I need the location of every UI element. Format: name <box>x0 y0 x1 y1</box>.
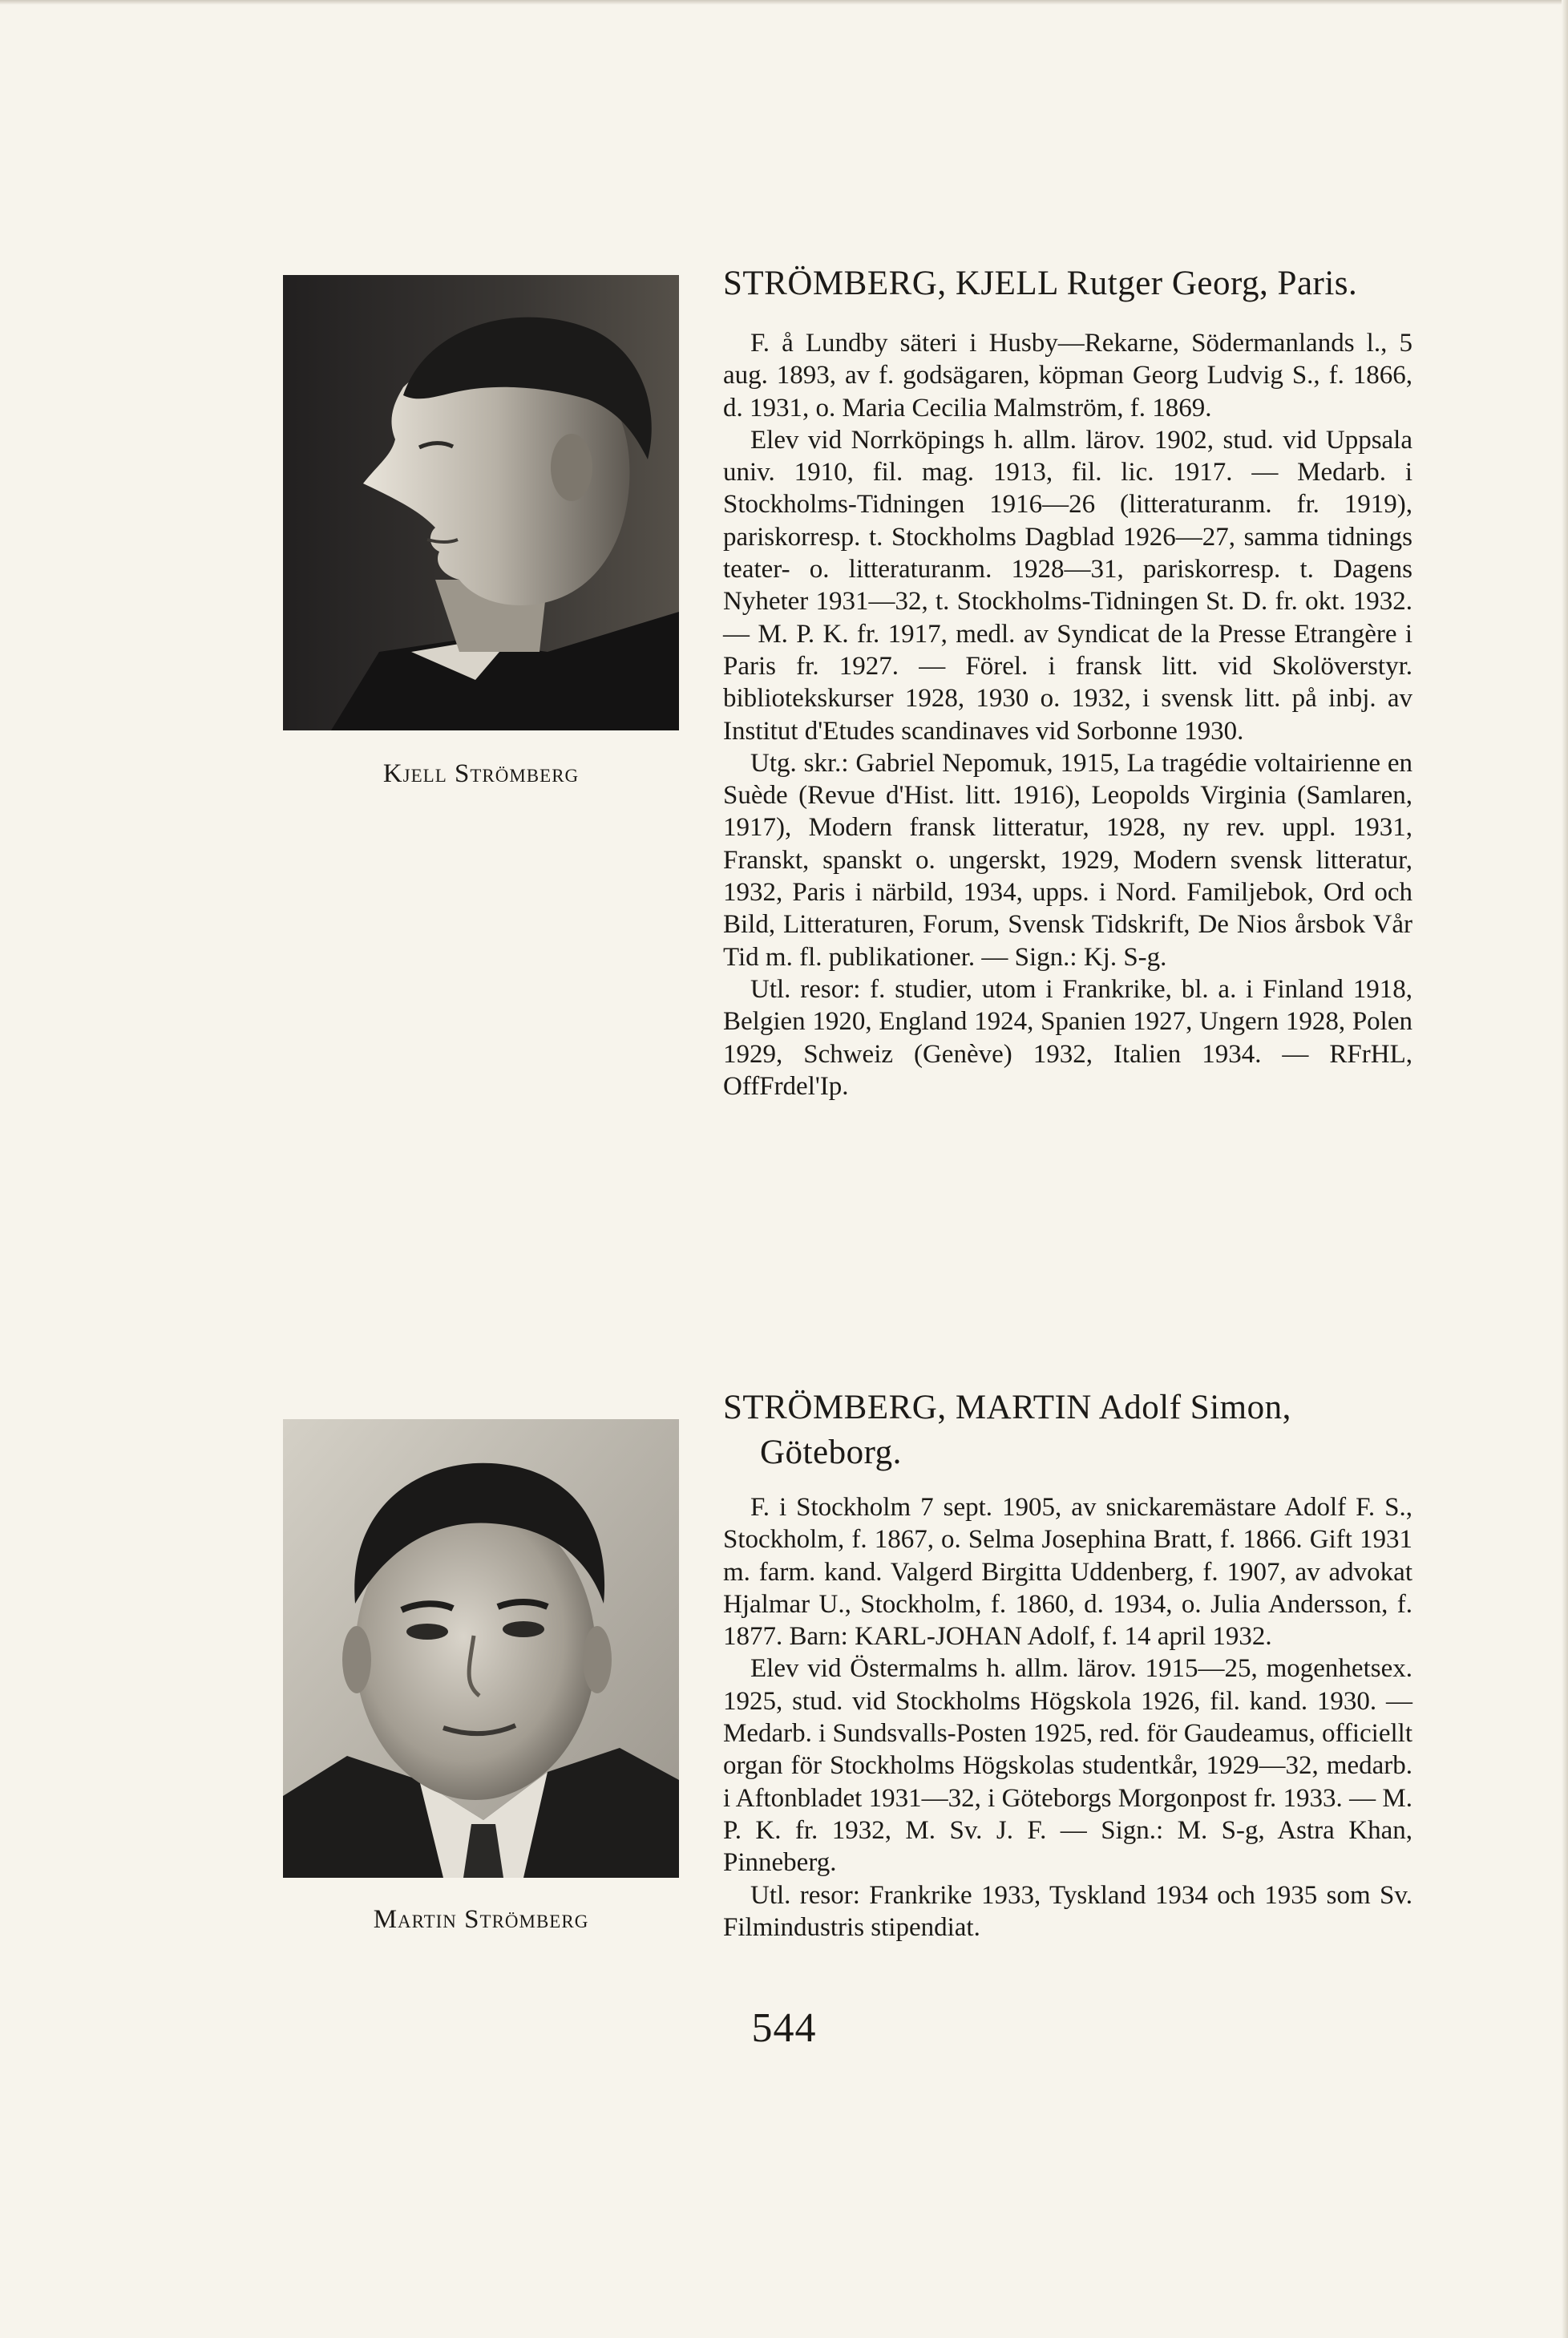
portrait-caption: Martin Strömberg <box>373 1905 589 1934</box>
entry-heading <box>723 261 1412 306</box>
entry-paragraph: F. å Lundby säteri i Husby—Rekarne, Södermanlands l., 5 aug. 1893, av f. godsägaren, köpman Georg Ludvig S., f. 1866, d. 1931, o. Maria Cecilia Malmström, f. 1869. <box>723 329 1412 423</box>
entry-name: STRÖMBERG, KJELL Rutger Georg, Paris. <box>723 265 1358 302</box>
portrait-photo-kjell <box>283 275 679 730</box>
page-edge <box>0 0 1568 5</box>
biography-entry <box>723 261 1412 1102</box>
portrait-illustration <box>283 1419 679 1878</box>
entry-name: STRÖMBERG, MARTIN Adolf Simon, <box>723 1389 1291 1426</box>
entry-paragraph: Elev vid Norrköpings h. allm. lärov. 1902, stud. vid Uppsala univ. 1910, fil. mag. 1913, fil. lic. 1917. — Medarb. i Stockholms-Tidningen 1916—26 (litteraturanm. fr. 1919), pariskorresp. t. Stockholms Dagblad 1926—27, samma tidnings teater- o. litteraturanm. 1928—31, pariskorresp. t. Dagens Nyheter 1931—32, t. Stockholms-Tidningen St. D. fr. okt. 1932. — M. P. K. fr. 1917, medl. av Syndicat de la Presse Etrangère i Paris fr. 1927. — Förel. i fransk litt. vid Skolöverstyr. bibliotekskurser 1928, 1930 o. 1932, i svensk litt. på inbj. av Institut d'Etudes scandinaves vid Sorbonne 1930. <box>723 425 1412 746</box>
entry-paragraph: Elev vid Östermalms h. allm. lärov. 1915—25, mogenhetsex. 1925, stud. vid Stockholms Högskola 1926, fil. kand. 1930. — Medarb. i Sundsvalls-Posten 1925, red. för Gaudeamus, officiellt organ för Stockholms Högskolas studentkår, 1929—32, medarb. i Aftonbladet 1931—32, i Göteborgs Morgonpost fr. 1933. — M. P. K. fr. 1932, M. Sv. J. F. — Sign.: M. S-g, Astra Khan, Pinneberg. <box>723 1654 1412 1878</box>
page-edge <box>1562 0 1568 2338</box>
portrait-illustration <box>283 275 679 730</box>
entry-paragraph: Utl. resor: Frankrike 1933, Tyskland 1934 och 1935 som Sv. Filmindustris stipendiat. <box>723 1880 1412 1942</box>
biography-entry <box>723 1385 1412 1944</box>
portrait-photo-martin <box>283 1419 679 1878</box>
entry-place: Göteborg. <box>760 1434 902 1471</box>
portrait-caption: Kjell Strömberg <box>382 759 580 788</box>
entry-paragraph: Utg. skr.: Gabriel Nepomuk, 1915, La tragédie voltairienne en Suède (Revue d'Hist. litt. 1916), Leopolds Virginia (Samlaren, 1917), Modern fransk litteratur, 1928, ny rev. uppl. 1931, Franskt, spanskt o. ungerskt, 1929, Modern svensk litteratur, 1932, Paris i närbild, 1934, upps. i Nord. Familjebok, Ord och Bild, Litteraturen, Forum, Svensk Tidskrift, De Nios årsbok Vår Tid m. fl. publikationer. — Sign.: Kj. S-g. <box>723 748 1412 972</box>
entry-paragraph: Utl. resor: f. studier, utom i Frankrike, bl. a. i Finland 1918, Belgien 1920, England 1924, Spanien 1927, Ungern 1928, Polen 1929, Schweiz (Genève) 1932, Italien 1934. — RFrHL, OffFrdel'Ip. <box>723 974 1412 1101</box>
page-number: 544 <box>751 2005 817 2051</box>
entry-paragraph: F. i Stockholm 7 sept. 1905, av snickaremästare Adolf F. S., Stockholm, f. 1867, o. Selma Josephina Bratt, f. 1866. Gift 1931 m. farm. kand. Valgerd Birgitta Uddenberg, f. 1907, av advokat Hjalmar U., Stockholm, f. 1860, d. 1934, o. Julia Andersson, f. 1877. Barn: KARL-JOHAN Adolf, f. 14 april 1932. <box>723 1493 1412 1652</box>
entry-heading <box>723 1385 1412 1475</box>
